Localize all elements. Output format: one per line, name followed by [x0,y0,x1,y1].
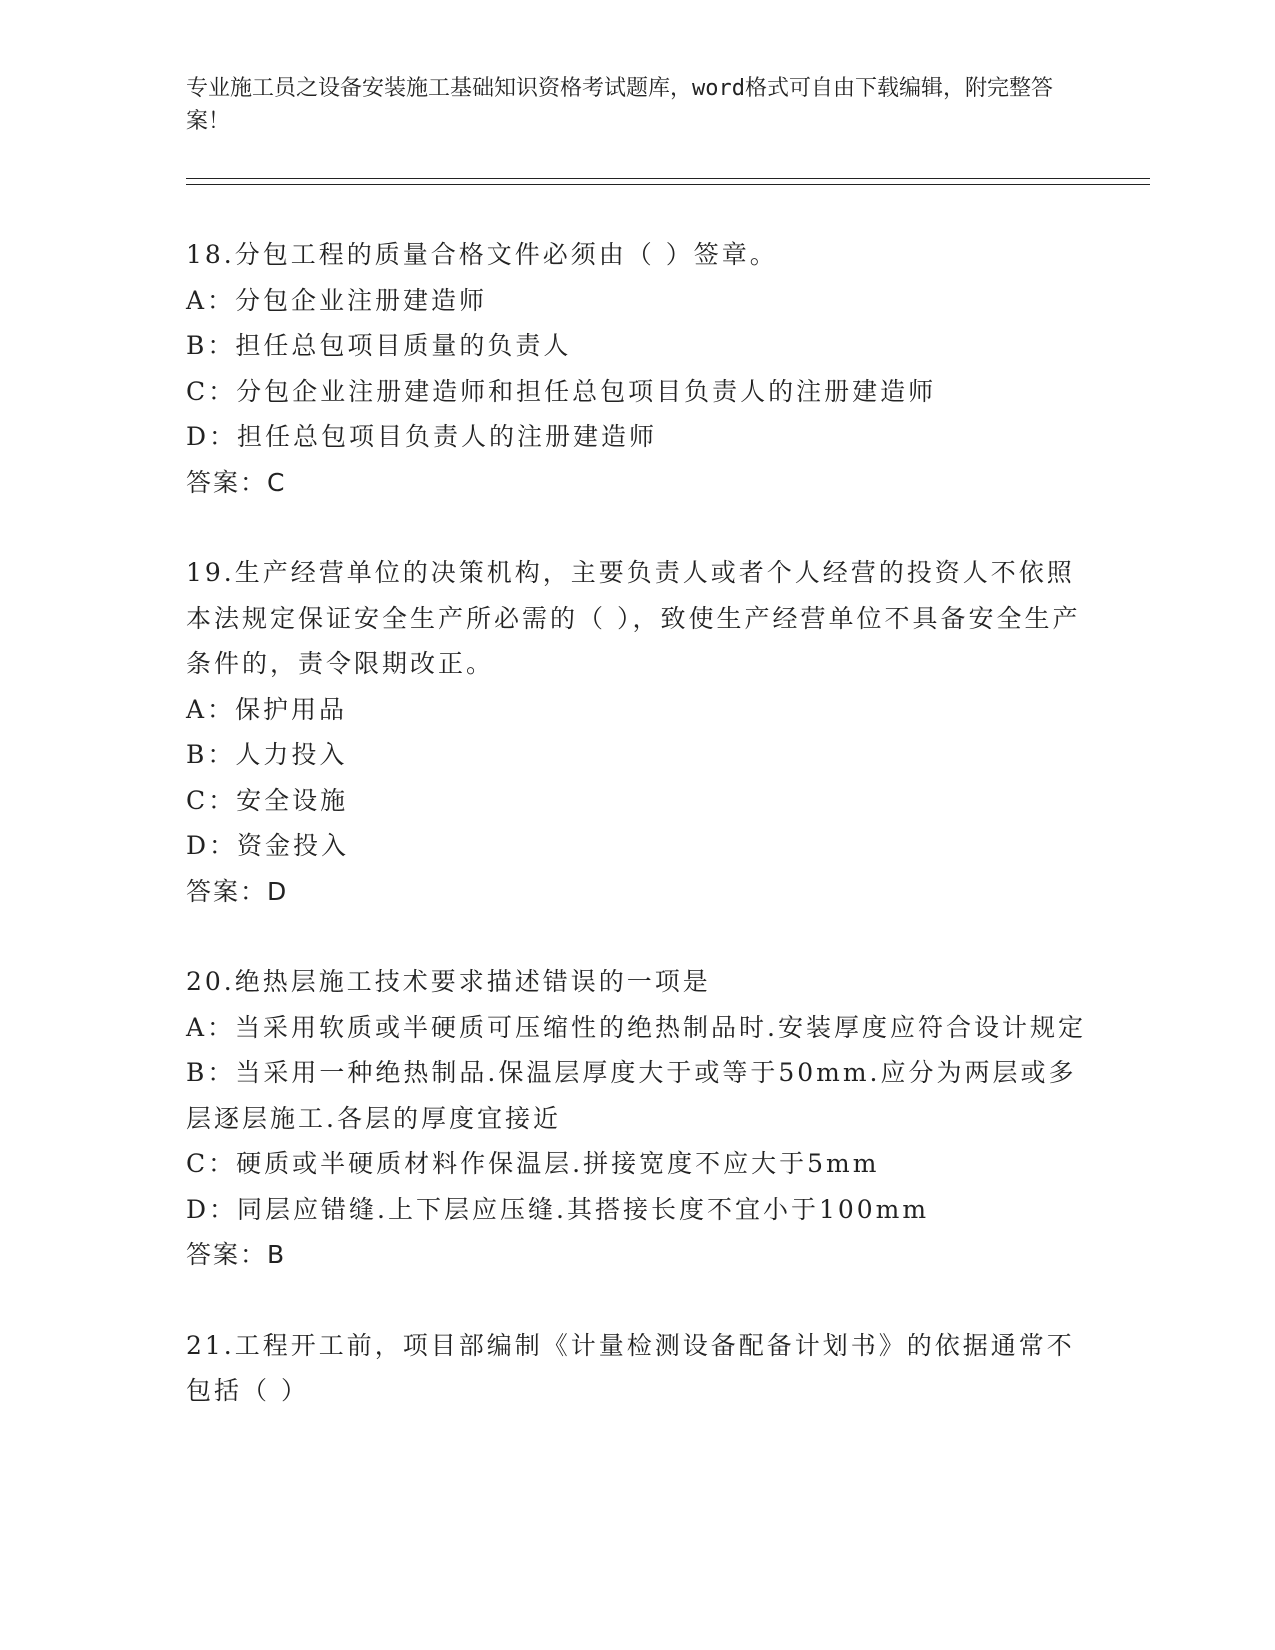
option-c: C：硬质或半硬质材料作保温层.拼接宽度不应大于5mm [186,1149,880,1178]
option-b: B：当采用一种绝热制品.保温层厚度大于或等于50mm.应分为两层或多层逐层施工.各层的厚度宜接近 [186,1058,1077,1133]
answer: 答案：B [186,1240,287,1269]
header-divider-bottom [186,184,1150,185]
question-21 [186,1323,1086,1414]
question-stem: 18.分包工程的质量合格文件必须由（ ）签章。 [186,240,778,269]
option-a: A：当采用软质或半硬质可压缩性的绝热制品时.安装厚度应符合设计规定 [186,1012,1087,1042]
header-divider-top [186,178,1150,179]
question-19 [186,550,1086,914]
option-c: C：分包企业注册建造师和担任总包项目负责人的注册建造师 [186,376,937,406]
option-a: A：保护用品 [186,694,348,724]
answer: 答案：C [186,467,287,497]
question-stem: 20.绝热层施工技术要求描述错误的一项是 [186,967,711,996]
option-d: D：同层应错缝.上下层应压缝.其搭接长度不宜小于100mm [186,1194,930,1224]
question-list [186,232,1086,1459]
option-b: B：担任总包项目质量的负责人 [186,331,572,360]
option-d: D：担任总包项目负责人的注册建造师 [186,422,658,451]
question-20 [186,959,1086,1278]
option-c: C：安全设施 [186,785,349,815]
option-d: D：资金投入 [186,831,350,860]
question-18 [186,232,1086,505]
answer: 答案：D [186,876,289,906]
question-stem: 21.工程开工前，项目部编制《计量检测设备配备计划书》的依据通常不包括（ ） [186,1330,1075,1405]
option-b: B：人力投入 [186,740,348,769]
document-header: 专业施工员之设备安装施工基础知识资格考试题库，word格式可自由下载编辑，附完整答案！ [186,76,1053,134]
option-a: A：分包企业注册建造师 [186,285,488,315]
question-stem: 19.生产经营单位的决策机构，主要负责人或者个人经营的投资人不依照本法规定保证安全生产所必需的（ ），致使生产经营单位不具备安全生产条件的，责令限期改正。 [186,558,1081,678]
